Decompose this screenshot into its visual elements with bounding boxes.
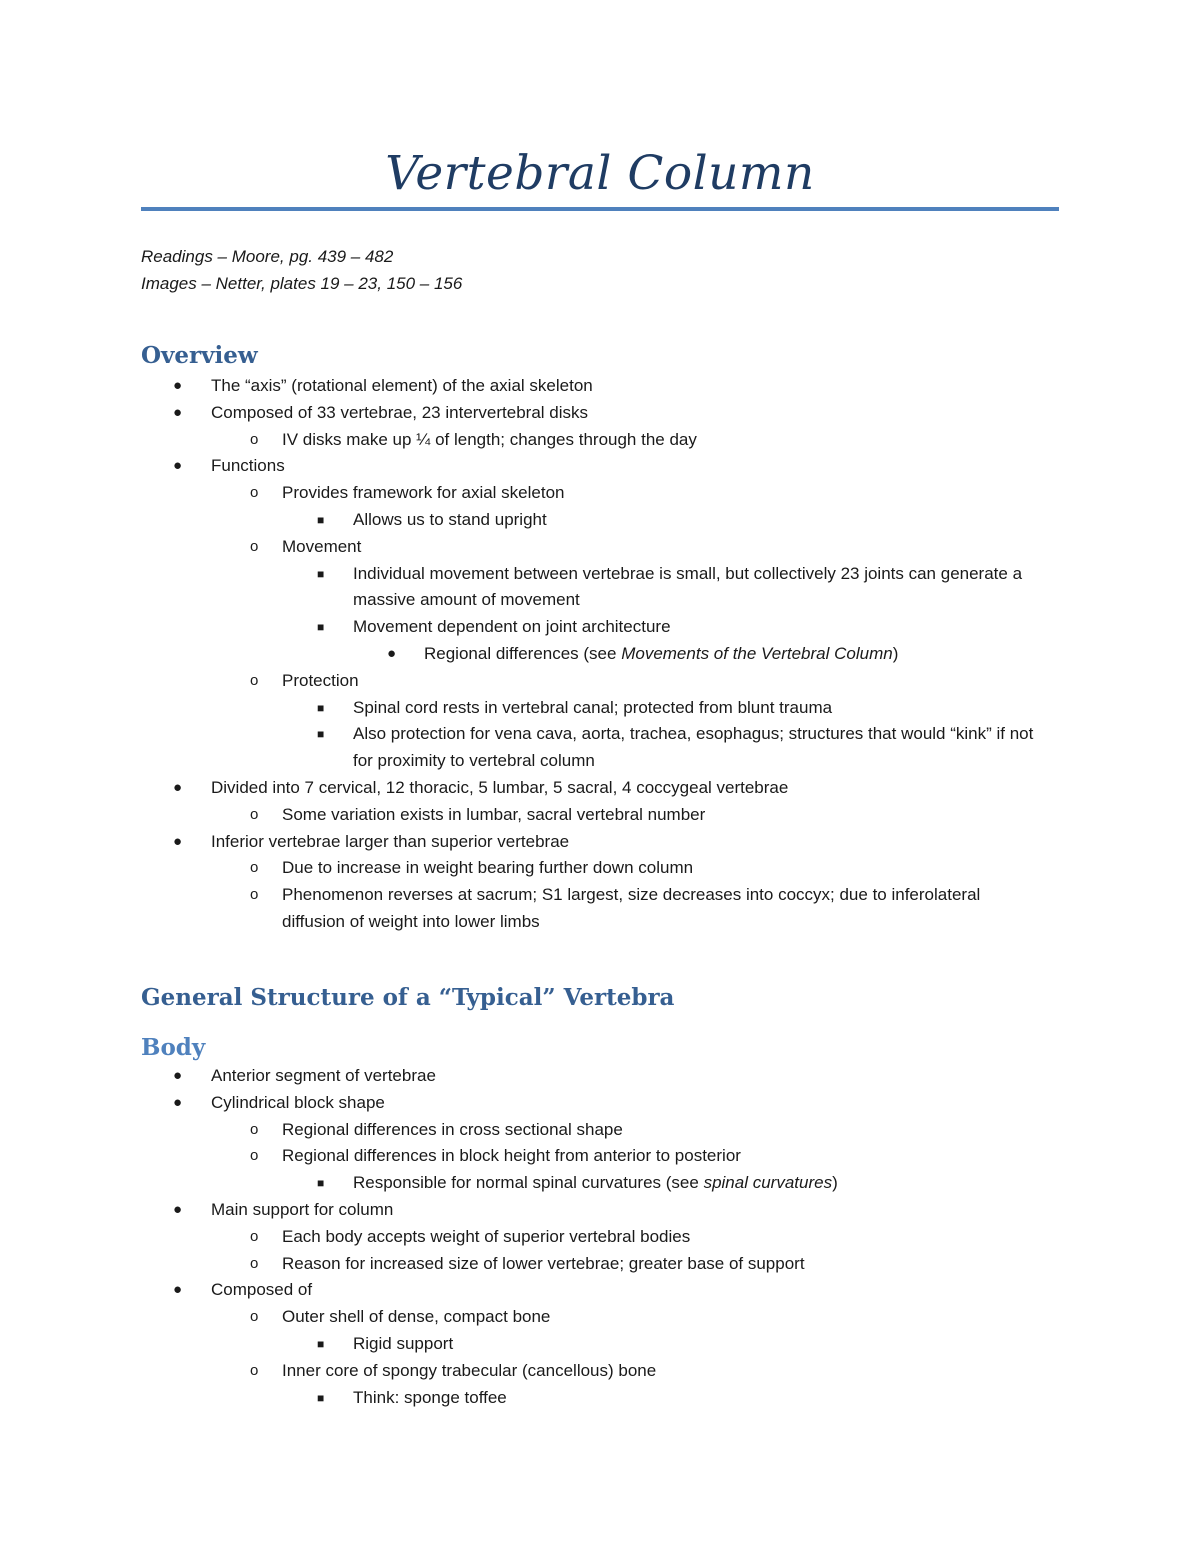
bullet-circle-icon: o [250,537,259,555]
list-item: ■ Individual movement between vertebrae is small, but collectively 23 joints can generate a massive amount of movement [0,561,1053,615]
bullet-circle-icon: o [250,671,259,689]
bullet-disc-icon: ● [173,1200,183,1218]
list-item: o Some variation exists in lumbar, sacral vertebral number [0,802,1200,829]
bullet-circle-icon: o [250,1254,259,1272]
bullet-square-icon: ■ [317,700,325,715]
list-item: ● Composed of [0,1277,1200,1304]
bullet-square-icon: ■ [317,512,325,527]
list-item: ● Cylindrical block shape [0,1090,1200,1117]
bullet-circle-icon: o [250,1308,259,1326]
list-item: ■ Movement dependent on joint architecture [0,614,1200,641]
document-title: Vertebral Column [385,146,815,201]
body-heading: Body [141,1034,206,1061]
images-line: Images – Netter, plates 19 – 23, 150 – 156 [141,274,463,293]
bullet-square-icon: ■ [317,1390,325,1405]
bullet-disc-icon: ● [173,1067,183,1084]
bullet-circle-icon: o [250,1361,259,1379]
list-item: o Protection [0,668,1200,695]
list-item: o Regional differences in cross sectional shape [0,1117,1200,1144]
list-item: o Due to increase in weight bearing further down column [0,855,1200,882]
list-item: ● The “axis” (rotational element) of the axial skeleton [0,373,1200,400]
list-item: o Reason for increased size of lower vertebrae; greater base of support [0,1251,1200,1278]
bullet-disc-icon: ● [173,778,183,796]
list-item: ■ Think: sponge toffee [0,1385,1200,1412]
list-item: ■ Responsible for normal spinal curvatures (see spinal curvatures) [0,1170,1200,1197]
bullet-circle-icon: o [250,484,259,502]
bullet-disc-icon: ● [173,1281,183,1299]
bullet-disc-icon: ● [173,832,183,850]
list-item: ■ Spinal cord rests in vertebral canal; protected from blunt trauma [0,695,1200,722]
bullet-circle-icon: o [250,859,259,877]
list-item: ● Functions [0,453,1200,480]
bullet-circle-icon: o [250,1147,259,1165]
bullet-circle-icon: o [250,1227,259,1245]
bullet-square-icon: ■ [317,620,325,635]
general-structure-heading: General Structure of a “Typical” Vertebra [141,984,675,1011]
bullet-circle-icon: o [250,430,259,448]
bullet-disc-icon: ● [173,457,183,475]
cross-reference: Movements of the Vertebral Column [621,643,893,663]
list-item: o Regional differences in block height from anterior to posterior [0,1143,1200,1170]
bullet-circle-icon: o [250,886,259,904]
list-item: ● Inferior vertebrae larger than superior vertebrae [0,829,1200,856]
bullet-square-icon: ■ [317,1176,325,1191]
list-item: ● Main support for column [0,1197,1200,1224]
cross-reference: spinal curvatures [703,1173,833,1193]
list-item: o Each body accepts weight of superior vertebral bodies [0,1224,1200,1251]
bullet-square-icon: ■ [317,566,325,581]
overview-heading: Overview [141,342,258,369]
body-list [0,1063,1200,1411]
overview-list [0,373,1200,936]
title-underline [141,207,1059,211]
list-item: o Inner core of spongy trabecular (cancellous) bone [0,1358,1200,1385]
list-item: ■ Allows us to stand upright [0,507,1200,534]
list-item: o Provides framework for axial skeleton [0,480,1200,507]
bullet-disc-icon: ● [173,1093,183,1111]
readings-block [141,243,462,297]
list-item: ● Composed of 33 vertebrae, 23 intervertebral disks [0,400,1200,427]
bullet-circle-icon: o [250,805,259,823]
list-item: o Movement [0,534,1200,561]
list-item: ● Anterior segment of vertebrae [0,1063,1200,1090]
list-item: ● Divided into 7 cervical, 12 thoracic, 5 lumbar, 5 sacral, 4 coccygeal vertebrae [0,775,1200,802]
bullet-disc-icon: ● [173,377,183,394]
list-item: o Outer shell of dense, compact bone [0,1304,1200,1331]
bullet-disc-icon: ● [173,403,183,421]
bullet-disc-icon: ● [387,644,397,662]
bullet-square-icon: ■ [317,1336,325,1351]
bullet-circle-icon: o [250,1120,259,1138]
list-item: ■ Also protection for vena cava, aorta, trachea, esophagus; structures that would “kink” if not for proximity to vertebral column [0,721,1053,775]
list-item: o IV disks make up ¼ of length; changes through the day [0,427,1200,454]
bullet-square-icon: ■ [317,727,325,742]
list-item: o Phenomenon reverses at sacrum; S1 largest, size decreases into coccyx; due to inferolateral diffusion of weight into lower limbs [0,882,1002,936]
readings-line: Readings – Moore, pg. 439 – 482 [141,247,394,266]
list-item: ■ Rigid support [0,1331,1200,1358]
list-item: ● Regional differences (see Movements of the Vertebral Column) [0,641,1200,668]
